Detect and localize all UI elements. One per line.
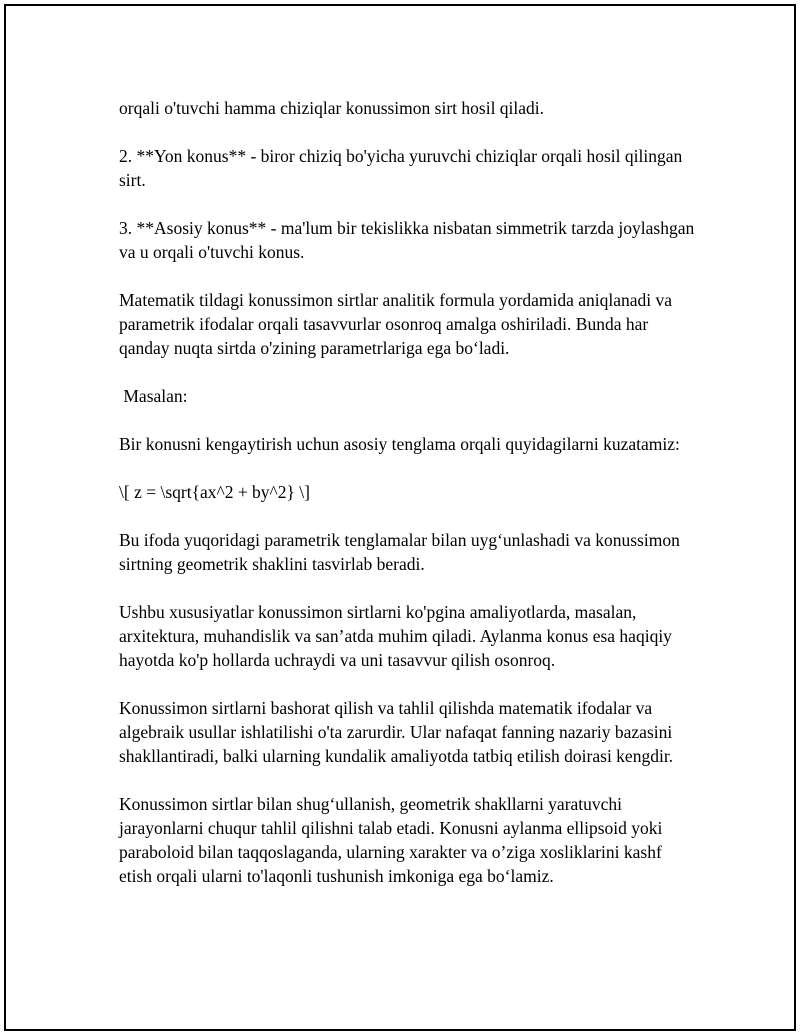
document-page xyxy=(4,4,796,1031)
paragraph-9: Ushbu xususiyatlar konussimon sirtlarni ko'pgina amaliyotlarda, masalan, arxitektura, muhandislik va san’atda muhim qiladi. Aylanma konus esa haqiqiy hayotda ko'p hollarda uchraydi va uni tasavvur qilish osonroq. xyxy=(119,602,677,670)
formula-line: \[ z = \sqrt{ax^2 + by^2} \] xyxy=(119,482,310,502)
paragraph-11: Konussimon sirtlar bilan shug‘ullanish, geometrik shakllarni yaratuvchi jarayonlarni chuqur tahlil qilishni talab etadi. Konusni aylanma ellipsoid yoki paraboloid bilan taqqoslaganda, ularning xarakter va o’ziga xosliklarini kashf etish orqali ularni to'laqonli tushunish imkoniga ega bo‘lamiz. xyxy=(119,794,667,886)
paragraph-8: Bu ifoda yuqoridagi parametrik tenglamalar bilan uyg‘unlashadi va konussimon sirtning geometrik shaklini tasvirlab beradi. xyxy=(119,530,685,574)
paragraph-2: 2. **Yon konus** - biror chiziq bo'yicha yuruvchi chiziqlar orqali hosil qilingan sirt. xyxy=(119,146,687,190)
paragraph-4: Matematik tildagi konussimon sirtlar analitik formula yordamida aniqlanadi va parametrik ifodalar orqali tasavvurlar osonroq amalga oshiriladi. Bunda har qanday nuqta sirtda o'zining parametrlariga ega bo‘ladi. xyxy=(119,290,677,358)
document-body xyxy=(119,96,699,912)
paragraph-10: Konussimon sirtlarni bashorat qilish va tahlil qilishda matematik ifodalar va algebraik usullar ishlatilishi o'ta zarurdir. Ular nafaqat fanning nazariy bazasini shakllantiradi, balki ularning kundalik amaliyotda tatbiq etilish doirasi kengdir. xyxy=(119,698,677,766)
paragraph-1: orqali o'tuvchi hamma chiziqlar konussimon sirt hosil qiladi. xyxy=(119,98,545,118)
paragraph-5: Masalan: xyxy=(119,386,188,406)
paragraph-6: Bir konusni kengaytirish uchun asosiy tenglama orqali quyidagilarni kuzatamiz: xyxy=(119,434,680,454)
paragraph-3: 3. **Asosiy konus** - ma'lum bir tekislikka nisbatan simmetrik tarzda joylashgan va u orqali o'tuvchi konus. xyxy=(119,218,699,262)
